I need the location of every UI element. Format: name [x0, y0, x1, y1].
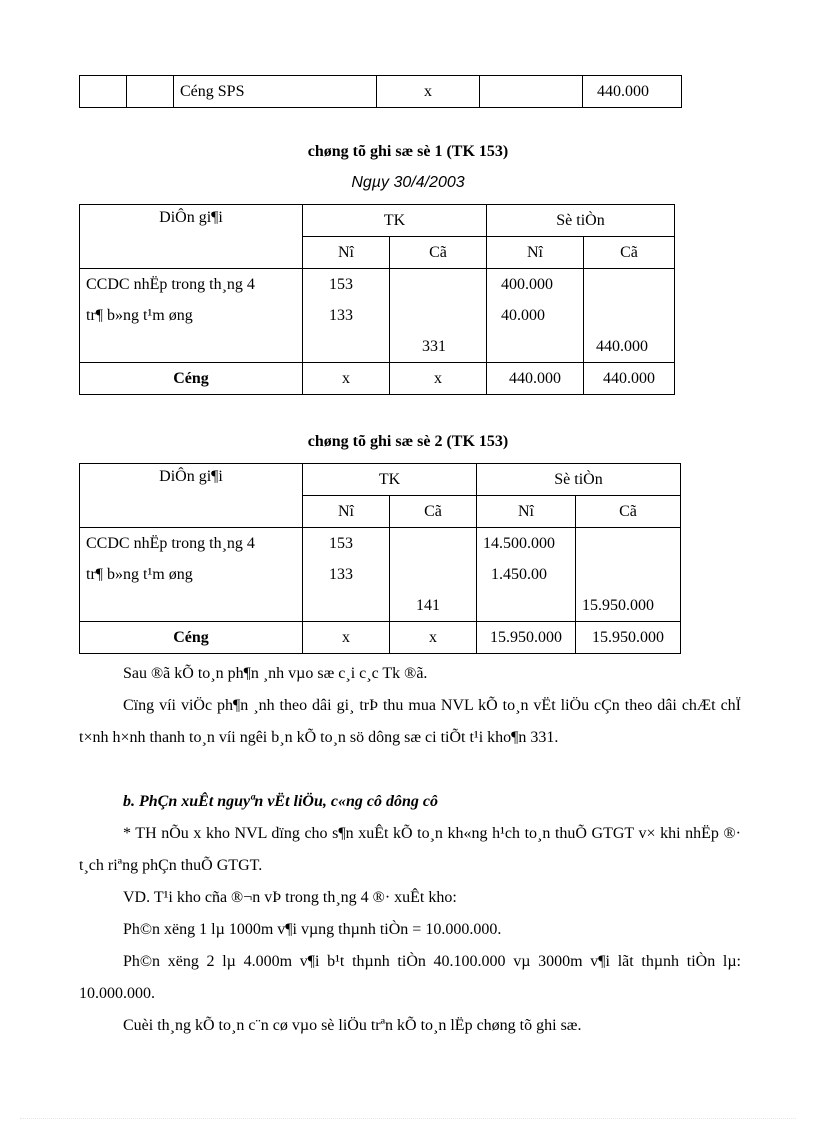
table-row	[80, 331, 675, 363]
header-tk-co: Cã	[390, 237, 487, 269]
table-total-row	[80, 363, 675, 395]
paragraph: Ph©n xëng 1 lµ 1000m v¶i vµng thµnh tiÒn = 10.000.000.	[123, 921, 502, 938]
page-bottom-divider	[20, 1118, 796, 1119]
header-tk-no: Nî	[303, 237, 390, 269]
row-tk-co	[390, 300, 487, 331]
row-amt-co	[576, 528, 681, 560]
row-amt-co: 440.000	[584, 331, 675, 363]
header-amount: Sè tiÒn	[477, 464, 681, 496]
row-desc: tr¶ b»ng t¹m øng	[80, 559, 303, 590]
top-label: Céng SPS	[174, 76, 377, 108]
total-amt-co: 440.000	[584, 363, 675, 395]
paragraph: Cïng víi viÖc ph¶n ¸nh theo dâi gi¸ trÞ thu mua NVL kÕ to¸n vËt liÖu cÇn theo dâi chÆt chÏ t×nh h×nh thanh to¸n víi ngêi b¸n kÕ to¸n sö dông sæ ci tiÕt t¹i kho¶n 331.	[79, 697, 741, 746]
table-cell	[480, 76, 583, 108]
row-tk-co	[390, 528, 477, 560]
paragraph: VD. T¹i kho cña ®¬n vÞ trong th¸ng 4 ®· xuÊt kho:	[123, 889, 457, 906]
top-amount: 440.000	[583, 76, 682, 108]
row-amt-no	[487, 331, 584, 363]
section-heading: b. PhÇn xuÊt nguyªn vËt liÖu, c«ng cô dông cô	[123, 793, 438, 810]
table-total-row	[80, 622, 681, 654]
row-tk-co: 141	[390, 590, 477, 622]
row-tk-no: 153	[303, 269, 390, 301]
header-amt-no: Nî	[477, 496, 576, 528]
voucher1-table	[79, 204, 675, 395]
row-amt-no	[477, 590, 576, 622]
row-amt-no: 14.500.000	[477, 528, 576, 560]
row-tk-co	[390, 559, 477, 590]
row-desc	[80, 331, 303, 363]
table-row	[80, 590, 681, 622]
row-amt-co	[584, 300, 675, 331]
table-header-row	[80, 205, 675, 237]
top-mark: x	[377, 76, 480, 108]
total-tk-no: x	[303, 622, 390, 654]
row-tk-no: 153	[303, 528, 390, 560]
row-desc: tr¶ b»ng t¹m øng	[80, 300, 303, 331]
header-tk: TK	[303, 464, 477, 496]
total-amt-no: 440.000	[487, 363, 584, 395]
table-row	[80, 559, 681, 590]
voucher2-title: chøng tõ ghi sæ sè 2 (TK 153)	[307, 433, 509, 450]
header-tk-no: Nî	[303, 496, 390, 528]
row-amt-no: 1.450.00	[477, 559, 576, 590]
total-tk-no: x	[303, 363, 390, 395]
voucher2-table	[79, 463, 681, 654]
row-tk-co	[390, 269, 487, 301]
table-row	[80, 300, 675, 331]
paragraph: Cuèi th¸ng kÕ to¸n c¨n cø vµo sè liÖu trªn kÕ to¸n lËp chøng tõ ghi sæ.	[123, 1017, 582, 1034]
row-tk-no: 133	[303, 559, 390, 590]
table-row	[80, 528, 681, 560]
row-tk-no	[303, 331, 390, 363]
header-amt-co: Cã	[576, 496, 681, 528]
total-amt-no: 15.950.000	[477, 622, 576, 654]
row-amt-no: 400.000	[487, 269, 584, 301]
voucher1-date: Ngµy 30/4/2003	[351, 174, 465, 191]
table-cell	[127, 76, 174, 108]
table-row	[80, 269, 675, 301]
total-label: Céng	[80, 622, 303, 654]
table-row	[80, 76, 682, 108]
row-amt-co	[576, 559, 681, 590]
row-desc	[80, 590, 303, 622]
total-amt-co: 15.950.000	[576, 622, 681, 654]
row-amt-co: 15.950.000	[576, 590, 681, 622]
paragraph: Sau ®ã kÕ to¸n ph¶n ¸nh vµo sæ c¸i c¸c Tk ®ã.	[123, 665, 428, 682]
paragraph: Ph©n xëng 2 lµ 4.000m v¶i b¹t thµnh tiÒn 40.100.000 vµ 3000m v¶i lãt thµnh tiÒn lµ: 10.000.000.	[79, 953, 741, 1002]
voucher1-title: chøng tõ ghi sæ sè 1 (TK 153)	[307, 143, 509, 160]
row-amt-no: 40.000	[487, 300, 584, 331]
total-tk-co: x	[390, 622, 477, 654]
top-table	[79, 75, 682, 108]
total-tk-co: x	[390, 363, 487, 395]
row-desc: CCDC nhËp trong th¸ng 4	[80, 269, 303, 301]
table-cell	[80, 76, 127, 108]
row-amt-co	[584, 269, 675, 301]
header-tk-co: Cã	[390, 496, 477, 528]
row-desc: CCDC nhËp trong th¸ng 4	[80, 528, 303, 560]
header-tk: TK	[303, 205, 487, 237]
row-tk-no	[303, 590, 390, 622]
total-label: Céng	[80, 363, 303, 395]
header-amt-co: Cã	[584, 237, 675, 269]
row-tk-co: 331	[390, 331, 487, 363]
paragraph: * TH nÕu x kho NVL dïng cho s¶n xuÊt kÕ to¸n kh«ng h¹ch to¸n thuÕ GTGT v× khi nhËp ®· t¸ch riªng phÇn thuÕ GTGT.	[79, 825, 741, 874]
header-desc: DiÔn gi¶i	[80, 205, 303, 269]
table-header-row	[80, 464, 681, 496]
header-amount: Sè tiÒn	[487, 205, 675, 237]
header-amt-no: Nî	[487, 237, 584, 269]
header-desc: DiÔn gi¶i	[80, 464, 303, 528]
row-tk-no: 133	[303, 300, 390, 331]
